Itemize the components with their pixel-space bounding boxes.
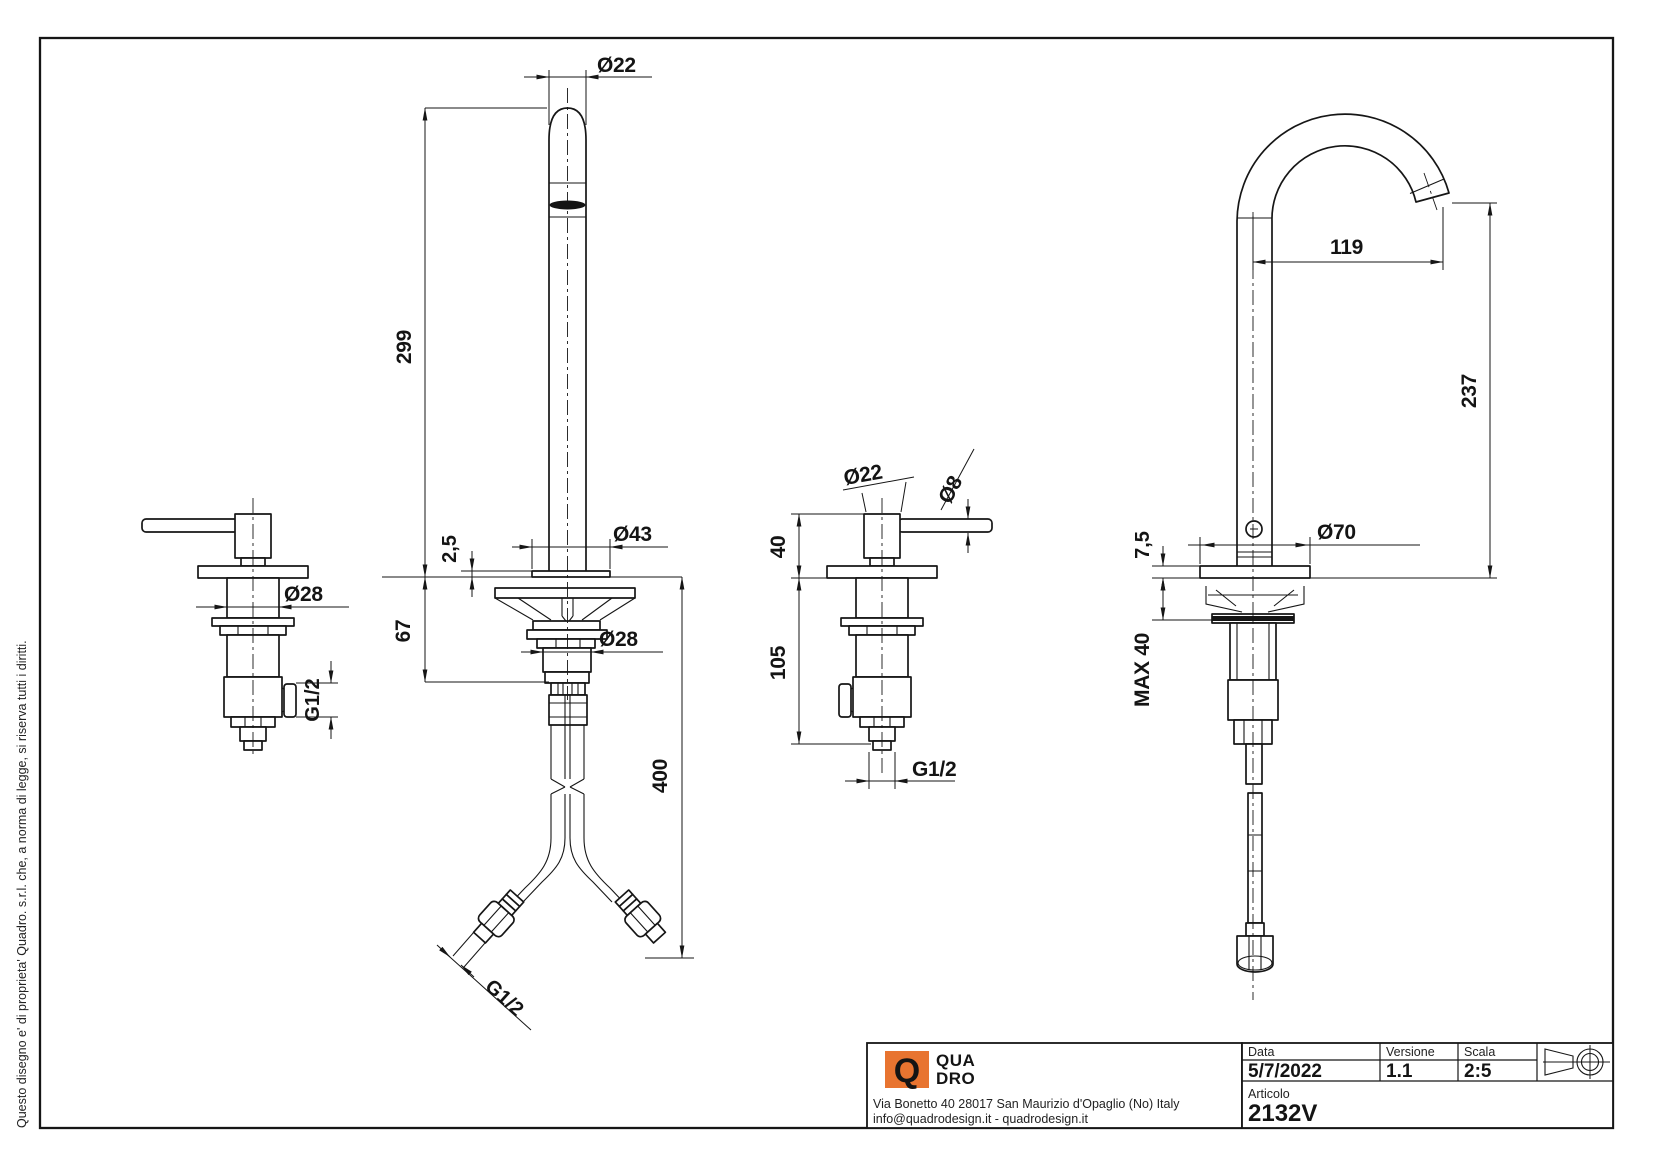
dim-label-depth-105: 105 [767, 645, 790, 681]
date-label: Data [1248, 1045, 1275, 1059]
flange [1200, 566, 1310, 578]
dim-label-height-40: 40 [767, 535, 790, 559]
scale-label: Scala [1464, 1045, 1496, 1059]
dim-label-diameter-8: Ø8 [934, 472, 968, 508]
dim-label-flange-75: 7,5 [1132, 531, 1154, 559]
scale-value: 2:5 [1464, 1061, 1492, 1082]
view-left-valve [142, 498, 349, 756]
dim-label-height-299: 299 [393, 329, 416, 365]
dim-label-reach-119: 119 [1330, 236, 1363, 259]
brand-line1: QUA [936, 1051, 976, 1070]
centerline [1253, 173, 1437, 1000]
version-value: 1.1 [1386, 1061, 1413, 1082]
gooseneck-spout [1237, 114, 1449, 566]
dim-label-depth-67: 67 [392, 619, 415, 643]
dim-label-trim-25: 2,5 [439, 535, 461, 563]
side-outlet [839, 684, 851, 717]
dim-label-diameter-70: Ø70 [1317, 521, 1356, 544]
brand-line2: DRO [936, 1069, 976, 1088]
dim-label-max-40: MAX 40 [1131, 632, 1154, 707]
dim-label-hose-400: 400 [649, 758, 672, 794]
hose-nut [1237, 936, 1273, 972]
lever-rod [898, 519, 992, 532]
supply-hose [1248, 793, 1262, 923]
dim-label-diameter-28: Ø28 [599, 628, 638, 651]
article-value: 2132V [1248, 1100, 1318, 1127]
company-contacts: info@quadrodesign.it - quadrodesign.it [873, 1112, 1088, 1126]
trim-ring [532, 571, 610, 577]
dim-label-thread-g12: G1/2 [912, 758, 957, 781]
title-block [867, 1043, 1613, 1128]
dim-label-diameter-43: Ø43 [613, 523, 652, 546]
side-outlet [284, 684, 296, 717]
view-mixer-front [382, 54, 694, 1030]
dim-label-thread-g12: G1/2 [480, 975, 528, 1021]
dim-label-diameter-22: Ø22 [841, 460, 885, 490]
supply-hoses [551, 725, 584, 779]
dim-label-diameter-22: Ø22 [597, 54, 636, 77]
dim-label-thread-g12: G1/2 [302, 678, 324, 722]
hose-fitting-left [468, 886, 528, 948]
escutcheon-plate [495, 588, 635, 598]
view-right-valve [767, 449, 992, 789]
version-label: Versione [1386, 1045, 1435, 1059]
dim-label-diameter-28: Ø28 [284, 583, 323, 606]
lever-rod [142, 519, 238, 532]
logo-q-mark: Q [893, 1052, 921, 1090]
ownership-note: Questo disegno e' di proprieta' Quadro. s.r.l. che, a norma di legge, si riserva tutti i diritti. [15, 640, 29, 1128]
company-address: Via Bonetto 40 28017 San Maurizio d'Opaglio (No) Italy [873, 1097, 1180, 1111]
article-label: Articolo [1248, 1087, 1290, 1101]
view-mixer-side [1131, 114, 1497, 1000]
date-value: 5/7/2022 [1248, 1061, 1322, 1082]
hose-fitting-right [611, 886, 671, 948]
dim-label-height-237: 237 [1458, 373, 1481, 409]
